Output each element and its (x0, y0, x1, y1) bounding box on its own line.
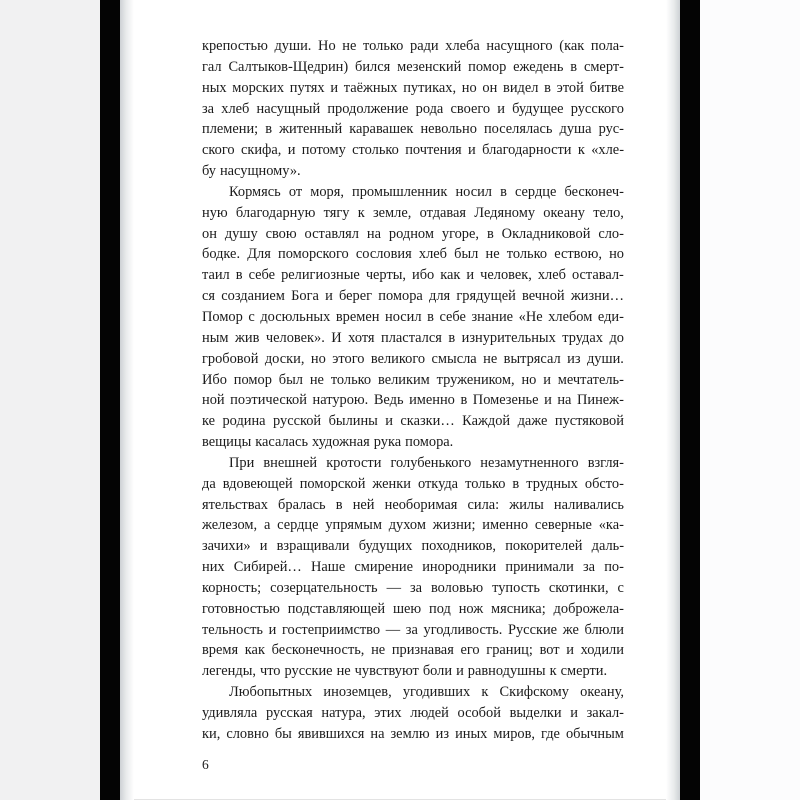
text-line: тельность и гостеприимство — за угодливость. Русские же блюли (202, 621, 624, 638)
text-line: легенды, что русские не чувствуют боли и равнодушны к смерти. (202, 663, 608, 680)
page-edge-gradient-right (666, 0, 680, 800)
text-line: удивляла русская натура, этих людей особой выделки и закал- (202, 705, 624, 721)
text-line: Помор с досюльных времен носил в себе знание «Не хлебом еди- (202, 308, 624, 325)
text-line: ной поэтической натурою. Ведь именно в Помезенье и на Пинеж- (202, 392, 624, 409)
text-line: вещицы касалась художная рука помора. (202, 434, 454, 451)
text-line: да вдовеющей поморской женки откуда только в трудных обсто- (202, 475, 624, 492)
text-line: ную благодарную тягу к земле, отдавая Ледяному океану тело, (202, 204, 624, 221)
text-line: них Сибирей… Наше смирение инородники принимали за по- (202, 559, 624, 576)
book-page (134, 0, 666, 800)
text-line: таил в себе религиозные черты, ибо как и человек, хлеб оставал- (202, 267, 624, 284)
text-line: бодке. Для поморского сословия хлеб был не только ествою, но (202, 246, 624, 263)
viewer-background-right (700, 0, 800, 800)
text-line: Кормясь от моря, промышленник носил в сердце бесконеч- (229, 183, 624, 200)
viewer-background-left (0, 0, 100, 800)
text-line: Ибо помор был не только великим тружеником, но и мечтатель- (202, 371, 624, 388)
text-line: железом, а сердце упрямым духом жизни; именно северные «ка- (202, 517, 624, 534)
text-line: племени; в житенный каравашек невольно поселялась душа рус- (202, 121, 624, 138)
text-line: гробовой доски, но этого великого смысла не вытрясал из души. (202, 350, 624, 367)
text-line: При внешней кротости голубенького незамутненного взгля- (229, 454, 624, 471)
page-shadow-bar-left (100, 0, 120, 800)
text-line: гал Салтыков-Щедрин) бился мезенский помор ежедень в смерт- (202, 58, 624, 75)
text-line: корность; созерцательность — за воловью тупость скотинки, с (202, 579, 624, 596)
page-edge-gradient-left (120, 0, 134, 800)
page-shadow-bar-right (680, 0, 700, 800)
text-line: Любопытных иноземцев, угодивших к Скифскому океану, (229, 684, 624, 701)
text-line: за хлеб насущный продолжение рода своего и будущее русского (202, 100, 624, 117)
text-line: время как бесконечность, не признавая его границ; вот и ходили (202, 642, 624, 659)
text-line: ных морских путях и таёжных путиках, но он видел в этой битве (202, 79, 624, 96)
text-line: крепостью души. Но не только ради хлеба насущного (как пола- (202, 38, 624, 54)
text-line: он душу свою оставлял на родном угоре, в Окладниковой сло- (202, 225, 624, 242)
text-line: ным жив человек». И хотя пластался в изнурительных трудах до (202, 329, 624, 346)
text-line: ке родина русской былины и сказки… Каждой даже пустяковой (202, 413, 624, 430)
page-number: 6 (202, 756, 209, 772)
text-line: ятельствах бралась в ней необоримая сила: жилы наливались (202, 496, 624, 513)
text-line: бу насущному». (202, 163, 301, 180)
text-line: зачихи» и взращивали будущих походников, покорителей даль- (202, 538, 624, 555)
text-line: ского скифа, и потому столько почтения и благодарности к «хле- (202, 142, 624, 159)
text-line: ки, словно бы явившихся на землю из иных миров, где обычным (202, 725, 624, 742)
page-text (202, 38, 624, 773)
text-line: готовностью подставляющей шею под нож мясника; доброжела- (202, 600, 624, 617)
text-line: ся созданием Бога и берег помора для грядущей вечной жизни… (202, 288, 624, 305)
